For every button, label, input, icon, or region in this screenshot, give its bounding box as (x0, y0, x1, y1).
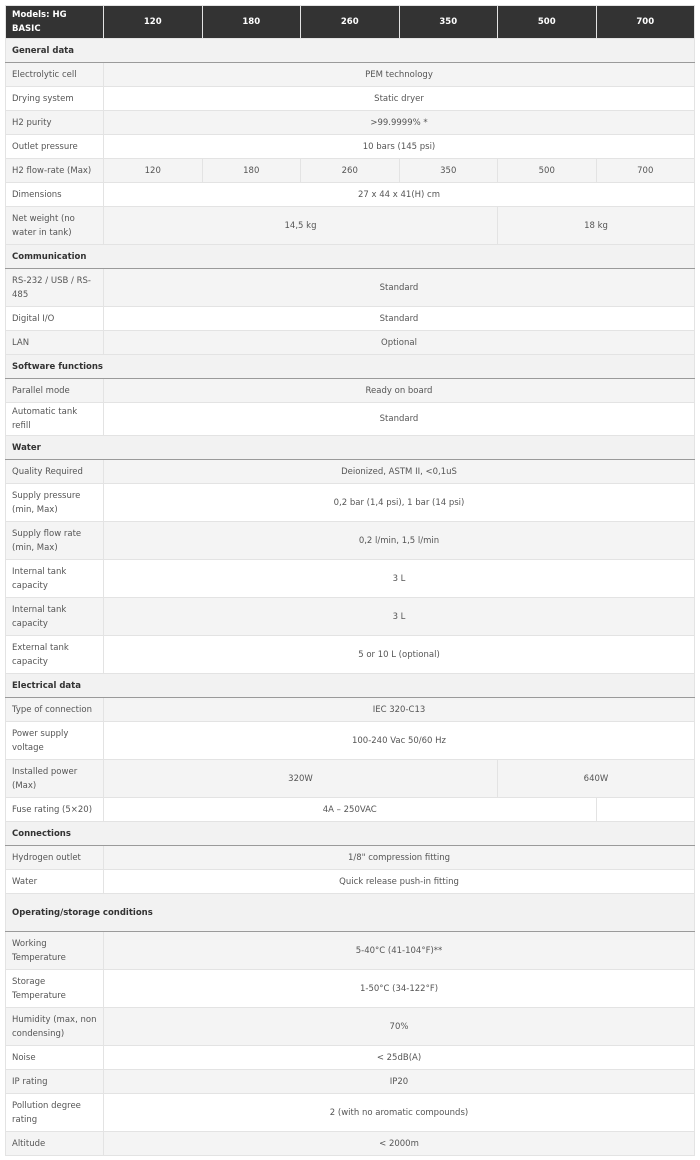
row-label: Pollution degree rating (6, 1094, 104, 1132)
row-value: 1-50°C (34-122°F) (104, 970, 695, 1008)
row-value: IEC 320-C13 (104, 698, 695, 722)
section-title: General data (6, 39, 695, 63)
model-header-120: 120 (104, 6, 203, 39)
row-label: RS-232 / USB / RS-485 (6, 269, 104, 307)
row-value: 500 (498, 159, 597, 183)
row-value: 350 (399, 159, 498, 183)
row-value: 27 x 44 x 41(H) cm (104, 183, 695, 207)
table-row (6, 1132, 695, 1156)
table-row (6, 331, 695, 355)
table-header (6, 6, 695, 39)
row-label: Type of connection (6, 698, 104, 722)
table-row (6, 159, 695, 183)
row-label: Installed power (Max) (6, 760, 104, 798)
row-value: 180 (202, 159, 301, 183)
row-value: Ready on board (104, 379, 695, 403)
row-label: H2 purity (6, 111, 104, 135)
row-label: H2 flow-rate (Max) (6, 159, 104, 183)
table-row (6, 207, 695, 245)
table-row (6, 111, 695, 135)
section-header-row (6, 436, 695, 460)
row-value: 3 L (104, 598, 695, 636)
table-row (6, 636, 695, 674)
table-row (6, 560, 695, 598)
table-row (6, 183, 695, 207)
row-label: Fuse rating (5×20) (6, 798, 104, 822)
row-value: 4A – 250VAC (104, 798, 597, 822)
row-value: PEM technology (104, 63, 695, 87)
section-header-row (6, 674, 695, 698)
table-row (6, 87, 695, 111)
table-row (6, 798, 695, 822)
model-header-260: 260 (301, 6, 400, 39)
row-label: Dimensions (6, 183, 104, 207)
section-header-row (6, 39, 695, 63)
row-label: Humidity (max, non condensing) (6, 1008, 104, 1046)
table-row (6, 484, 695, 522)
section-title: Water (6, 436, 695, 460)
table-row (6, 722, 695, 760)
row-value: 18 kg (498, 207, 695, 245)
table-row (6, 63, 695, 87)
table-body (6, 39, 695, 1156)
row-label: Net weight (no water in tank) (6, 207, 104, 245)
row-label: Hydrogen outlet (6, 846, 104, 870)
row-label: External tank capacity (6, 636, 104, 674)
section-header-row (6, 894, 695, 932)
model-header-350: 350 (399, 6, 498, 39)
row-value: 320W (104, 760, 498, 798)
row-value: 260 (301, 159, 400, 183)
table-row (6, 598, 695, 636)
row-label: LAN (6, 331, 104, 355)
row-label: Storage Temperature (6, 970, 104, 1008)
row-label: Electrolytic cell (6, 63, 104, 87)
section-title: Software functions (6, 355, 695, 379)
row-value: Standard (104, 403, 695, 436)
row-value: 0,2 bar (1,4 psi), 1 bar (14 psi) (104, 484, 695, 522)
header-row (6, 6, 695, 39)
table-row (6, 870, 695, 894)
row-label: Water (6, 870, 104, 894)
row-value: Static dryer (104, 87, 695, 111)
row-value: 5 or 10 L (optional) (104, 636, 695, 674)
row-label: Digital I/O (6, 307, 104, 331)
spec-table (5, 5, 695, 1156)
table-row (6, 932, 695, 970)
row-label: Internal tank capacity (6, 560, 104, 598)
table-row (6, 970, 695, 1008)
row-value: < 2000m (104, 1132, 695, 1156)
row-value (596, 798, 695, 822)
section-title: Operating/storage conditions (6, 894, 695, 932)
row-value: Deionized, ASTM II, <0,1uS (104, 460, 695, 484)
row-value: 640W (498, 760, 695, 798)
row-value: 2 (with no aromatic compounds) (104, 1094, 695, 1132)
section-header-row (6, 355, 695, 379)
row-label: IP rating (6, 1070, 104, 1094)
row-label: Parallel mode (6, 379, 104, 403)
row-label: Internal tank capacity (6, 598, 104, 636)
row-value: IP20 (104, 1070, 695, 1094)
row-value: 120 (104, 159, 203, 183)
table-row (6, 760, 695, 798)
table-row (6, 307, 695, 331)
row-value: Standard (104, 307, 695, 331)
row-value: 100-240 Vac 50/60 Hz (104, 722, 695, 760)
section-title: Electrical data (6, 674, 695, 698)
model-header-700: 700 (596, 6, 695, 39)
table-row (6, 269, 695, 307)
table-row (6, 1070, 695, 1094)
model-header-500: 500 (498, 6, 597, 39)
table-row (6, 403, 695, 436)
row-value: 0,2 l/min, 1,5 l/min (104, 522, 695, 560)
models-header-label: Models: HG BASIC (6, 6, 104, 39)
row-value: 14,5 kg (104, 207, 498, 245)
row-label: Working Temperature (6, 932, 104, 970)
row-label: Automatic tank refill (6, 403, 104, 436)
row-label: Power supply voltage (6, 722, 104, 760)
table-row (6, 1094, 695, 1132)
row-value: 10 bars (145 psi) (104, 135, 695, 159)
table-row (6, 1008, 695, 1046)
row-value: < 25dB(A) (104, 1046, 695, 1070)
row-label: Outlet pressure (6, 135, 104, 159)
row-value: 1/8" compression fitting (104, 846, 695, 870)
row-label: Quality Required (6, 460, 104, 484)
table-row (6, 460, 695, 484)
row-value: Quick release push-in fitting (104, 870, 695, 894)
section-header-row (6, 245, 695, 269)
table-row (6, 135, 695, 159)
row-value: 70% (104, 1008, 695, 1046)
section-header-row (6, 822, 695, 846)
table-row (6, 698, 695, 722)
row-value: Standard (104, 269, 695, 307)
section-title: Connections (6, 822, 695, 846)
table-row (6, 522, 695, 560)
row-label: Noise (6, 1046, 104, 1070)
row-label: Supply pressure (min, Max) (6, 484, 104, 522)
table-row (6, 1046, 695, 1070)
section-title: Communication (6, 245, 695, 269)
model-header-180: 180 (202, 6, 301, 39)
row-label: Altitude (6, 1132, 104, 1156)
table-row (6, 846, 695, 870)
row-value: Optional (104, 331, 695, 355)
row-value: 3 L (104, 560, 695, 598)
row-value: 700 (596, 159, 695, 183)
table-row (6, 379, 695, 403)
row-label: Drying system (6, 87, 104, 111)
row-value: >99.9999% * (104, 111, 695, 135)
row-label: Supply flow rate (min, Max) (6, 522, 104, 560)
row-value: 5-40°C (41-104°F)** (104, 932, 695, 970)
